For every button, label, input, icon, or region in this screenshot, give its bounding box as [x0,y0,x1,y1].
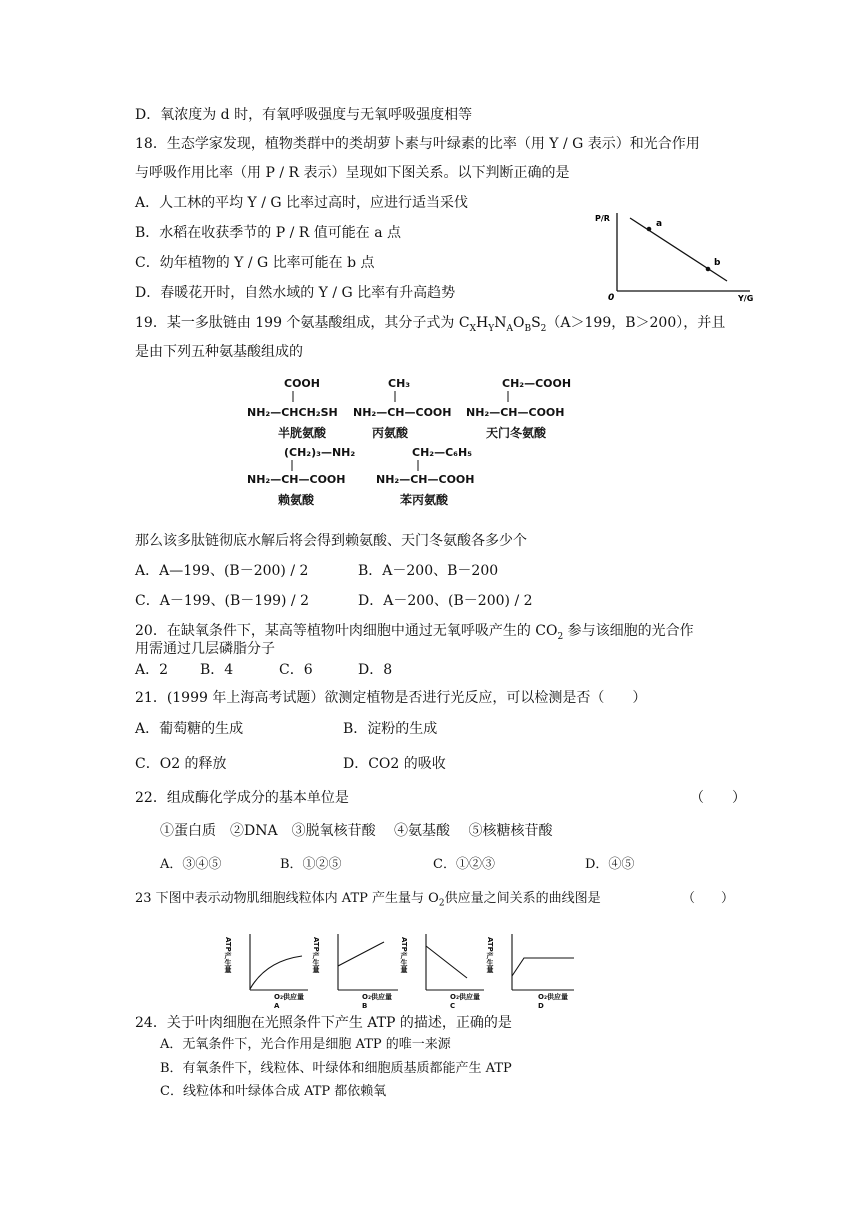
q18-point-a [647,227,652,232]
q23-stem-suffix: 供应量之间关系的曲线图是 [444,891,601,906]
q22-answer-paren: （ ） [690,790,746,806]
q18-graph-xlabel: Y/G [738,294,754,303]
cys-main-chain: NH₂—CHCH₂SH [247,406,338,419]
q19-stem-line2: 是由下列五种氨基酸组成的 [135,344,303,360]
q19-amino-acid-structures [240,370,590,515]
ala-name: 丙氨酸 [372,426,409,440]
q22-option-b: B．①②⑤ [280,857,342,872]
q21-option-c: C．O2 的释放 [135,756,227,772]
q19-question: 那么该多肽链彻底水解后将会得到赖氨酸、天门冬氨酸各多少个 [135,533,527,549]
q20-option-a: A．2 [135,662,169,678]
q18-graph-ylabel: P/R [595,214,610,223]
phe-main-chain: NH₂—CH—COOH [376,473,475,486]
phe-side-group: CH₂—C₆H₅ [412,446,473,459]
q19-option-b: B．A－200、B－200 [358,563,499,579]
q23-curve-c [426,946,467,978]
phe-name: 苯丙氨酸 [400,493,449,507]
q22-option-d: D．④⑤ [585,857,635,872]
q18-stem-line1: 18．生态学家发现，植物类群中的类胡萝卜素与叶绿素的比率（用 Y / G 表示）和光合作用 [135,136,700,152]
asp-side-group: CH₂—COOH [502,377,572,390]
q18-option-a: A．人工林的平均 Y / G 比率过高时，应进行适当采伐 [135,195,469,211]
q20-stem-suffix: 参与该细胞的光合作 [563,623,694,639]
q18-stem-line2: 与呼吸作用比率（用 P / R 表示）呈现如下图关系。以下判断正确的是 [135,165,570,181]
q23-b-xlabel: O₂供应量 [362,993,393,1001]
q19-stem-line1 [135,314,725,338]
q23-label-d: D [538,1002,544,1010]
q23-curve-d [512,958,574,976]
ala-main-chain: NH₂—CH—COOH [353,406,452,419]
q19-stem-suffix: （A＞199，B＞200），并且 [546,315,726,331]
asp-name: 天门冬氨酸 [486,426,547,440]
q20-option-d: D．8 [358,662,393,678]
q22-option-c: C．①②③ [433,857,495,872]
q24-option-c: C．线粒体和叶绿体合成 ATP 都依赖氧 [160,1084,387,1099]
q22-option-a: A．③④⑤ [160,857,222,872]
q19-sub-x: X [469,323,477,334]
q19-option-c: C．A－199、(B－199) / 2 [135,593,310,609]
q21-stem: 21．(1999 年上海高考试题）欲测定植物是否进行光反应，可以检测是否（ ） [135,690,647,706]
q19-option-a: A．A—199、(B－200) / 2 [135,563,309,579]
q23-curve-a [250,956,302,989]
q19-sub-a: A [506,323,513,334]
q18-option-c: C．幼年植物的 Y / G 比率可能在 b 点 [135,255,375,271]
q24-stem: 24．关于叶肉细胞在光照条件下产生 ATP 的描述，正确的是 [135,1015,512,1031]
q19-stem-prefix: 19．某一多肽链由 199 个氨基酸组成，其分子式为 C [135,315,470,331]
q20-option-c: C．6 [279,662,313,678]
q20-stem-prefix: 20．在缺氧条件下，某高等植物叶肉细胞中通过无氧呼吸产生的 CO [135,623,558,639]
q18-trend-line [630,218,727,281]
q23-b-ylabel: ATP产生量 [312,937,320,973]
q21-option-b: B．淀粉的生成 [343,721,438,737]
q23-a-xlabel: O₂供应量 [274,993,305,1001]
q20-sub: 2 [557,631,564,642]
q18-option-d: D．春暖花开时，自然水域的 Y / G 比率有升高趋势 [135,285,456,301]
q23-label-b: B [362,1002,368,1010]
q18-graph-label-a: a [656,219,663,229]
q23-a-ylabel: ATP产生量 [224,937,232,973]
q22-stem: 22．组成酶化学成分的基本单位是 [135,790,349,806]
q23-label-a: A [274,1002,280,1010]
q19-h: H [476,315,489,331]
lys-main-chain: NH₂—CH—COOH [247,473,346,486]
q18-pr-yg-graph [590,205,760,305]
q18-option-b: B．水稻在收获季节的 P / R 值可能在 a 点 [135,225,402,241]
q19-sub-b: B [524,323,532,334]
ala-side-group: CH₃ [388,377,411,390]
q18-point-b [706,267,711,272]
q19-option-d: D．A－200、(B－200) / 2 [358,593,533,609]
q21-option-a: A．葡萄糖的生成 [135,721,244,737]
lys-side-group: (CH₂)₃—NH₂ [284,446,356,459]
q23-label-c: C [450,1002,456,1010]
q23-graphs [222,928,592,1010]
q23-sub: 2 [438,898,445,909]
q18-graph-origin: 0 [608,293,615,303]
q23-stem [135,890,601,913]
q19-n: N [494,315,507,331]
cys-side-group: COOH [284,377,320,390]
q19-s: S [531,315,541,331]
q23-curve-b [338,942,384,966]
q19-sub-y: Y [488,323,495,334]
q19-o: O [512,315,525,331]
q23-stem-prefix: 23 下图中表示动物肌细胞线粒体内 ATP 产生量与 O [135,891,439,906]
q20-option-b: B．4 [200,662,234,678]
q21-option-d: D．CO2 的吸收 [343,756,446,772]
cys-name: 半胱氨酸 [278,426,327,440]
q24-option-b: B．有氧条件下，线粒体、叶绿体和细胞质基质都能产生 ATP [160,1061,512,1076]
q23-answer-paren: （ ） [682,891,735,906]
asp-main-chain: NH₂—CH—COOH [466,406,565,419]
q23-d-xlabel: O₂供应量 [538,993,569,1001]
q18-graph-label-b: b [714,258,721,268]
q23-c-ylabel: ATP产生量 [400,937,408,973]
q23-c-xlabel: O₂供应量 [450,993,481,1001]
q23-d-ylabel: ATP产生量 [486,937,494,973]
q19-sub-2: 2 [540,323,547,334]
q17-option-d: D．氧浓度为 d 时，有氧呼吸强度与无氧呼吸强度相等 [135,107,473,123]
q20-stem-line2: 用需通过几层磷脂分子 [135,641,275,657]
lys-name: 赖氨酸 [278,493,315,507]
q24-option-a: A．无氧条件下，光合作用是细胞 ATP 的唯一来源 [160,1037,451,1052]
q22-items: ①蛋白质 ②DNA ③脱氧核苷酸 ④氨基酸 ⑤核糖核苷酸 [160,823,553,839]
